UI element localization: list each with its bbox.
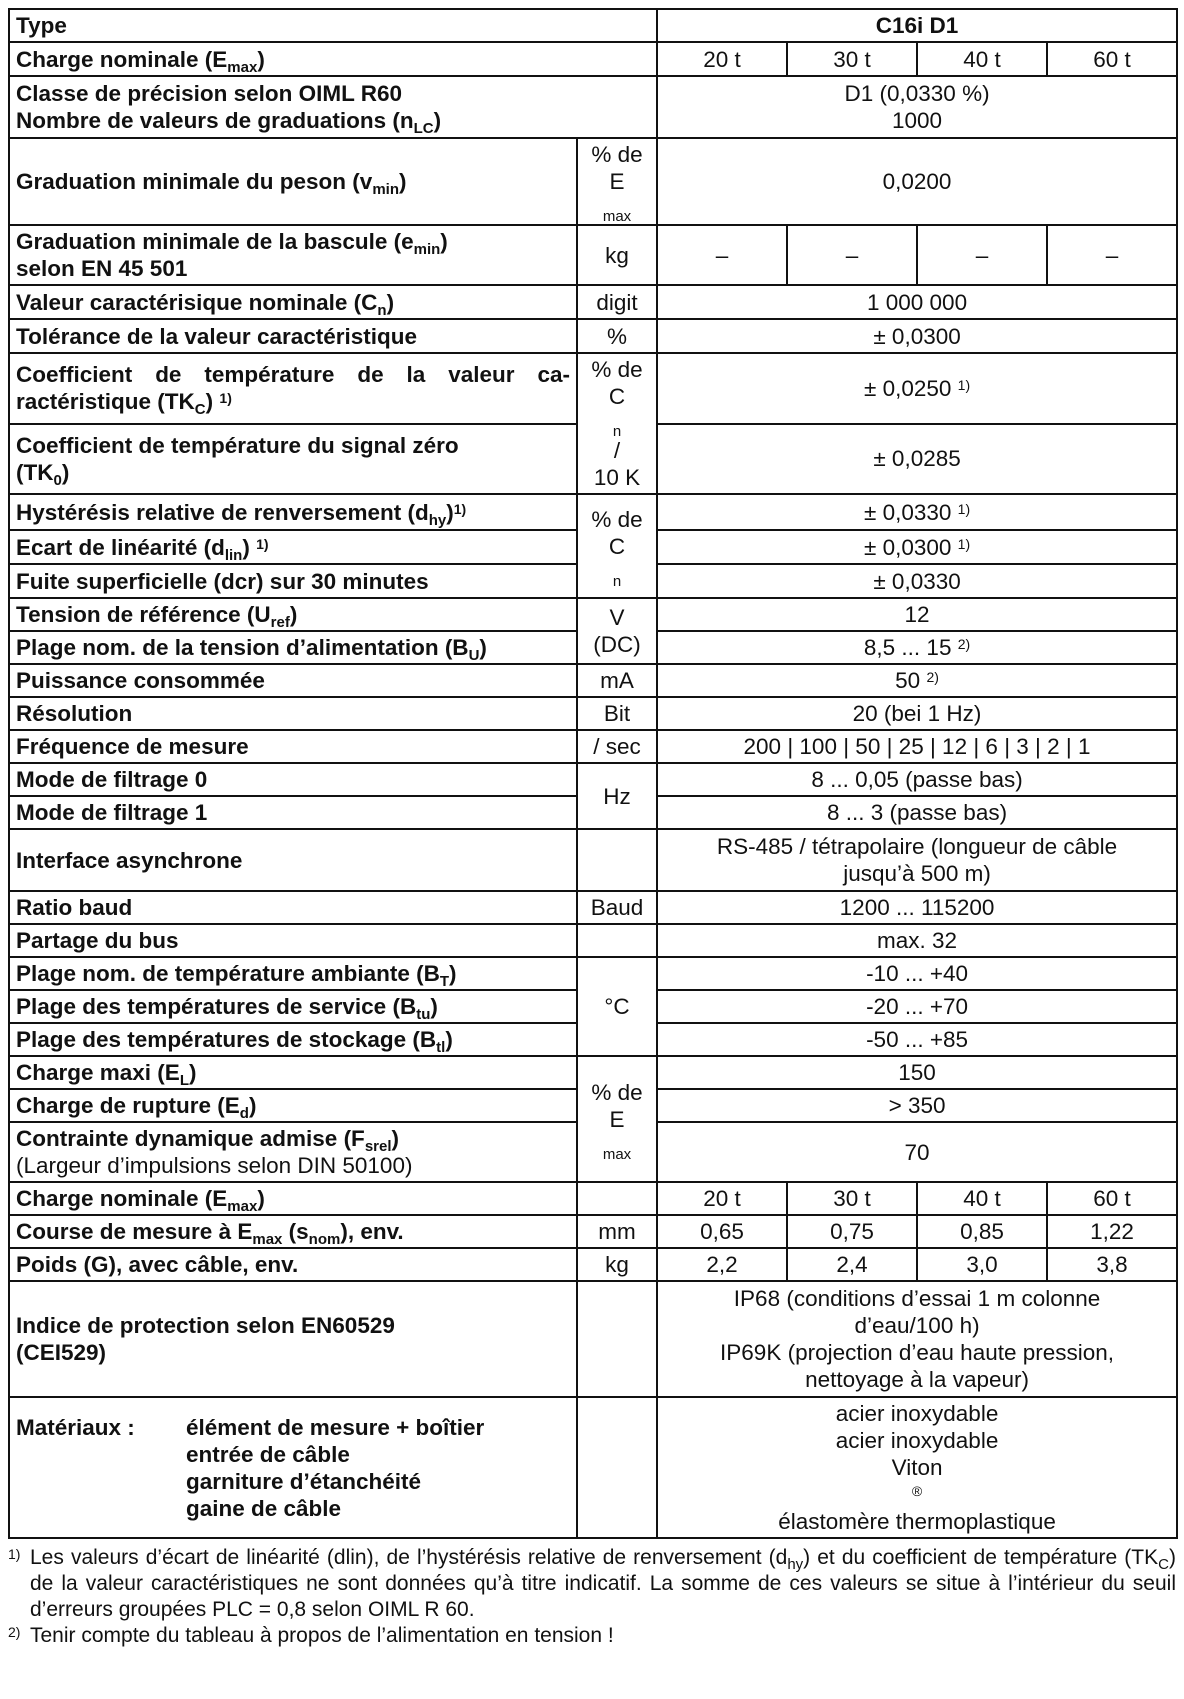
row-protection xyxy=(9,1281,1177,1397)
puissance-value: 50 $^{2)}$ xyxy=(657,664,1177,697)
btl-value: -50 ... +85 xyxy=(657,1023,1177,1056)
btu-label: Plage des températures de service $(B_{tu})$ xyxy=(9,990,577,1023)
row-baud xyxy=(9,891,1177,924)
row-bt xyxy=(9,957,1177,990)
puissance-label: Puissance consommée xyxy=(9,664,577,697)
resolution-label: Résolution xyxy=(9,697,577,730)
type-label: Type xyxy=(9,9,657,42)
baud-label: Ratio baud xyxy=(9,891,577,924)
row-puissance xyxy=(9,664,1177,697)
fsrel-value: 70 xyxy=(657,1122,1177,1182)
cn-value: 1 000 000 xyxy=(657,285,1177,319)
row-tolerance xyxy=(9,319,1177,353)
volt-unit: V (DC) xyxy=(577,598,657,664)
filtre0-value: 8 ... 0,05 (passe bas) xyxy=(657,763,1177,796)
course-40: 0,85 xyxy=(917,1215,1047,1248)
interface-value: RS-485 / tétrapolaire (longueur de câble jusqu’à 500 m) xyxy=(657,829,1177,891)
bu-value: 8,5 ... 15 $^{2)}$ xyxy=(657,631,1177,664)
row-emin xyxy=(9,225,1177,285)
btu-value: -20 ... +70 xyxy=(657,990,1177,1023)
footnote-2-text: Tenir compte du tableau à propos de l’alimentation en tension ! xyxy=(30,1624,614,1647)
footnote-2 xyxy=(8,1623,1176,1649)
degree-unit: °C xyxy=(577,957,657,1056)
vmin-label: Graduation minimale du peson $(v_{min})$ xyxy=(9,138,577,225)
bus-value: max. 32 xyxy=(657,924,1177,957)
filtre1-label: Mode de filtrage 1 xyxy=(9,796,577,829)
ed-label: Charge de rupture $(E_d)$ xyxy=(9,1089,577,1122)
emin-unit: kg xyxy=(577,225,657,285)
spec-sheet xyxy=(8,8,1176,1649)
resolution-unit: Bit xyxy=(577,697,657,730)
materiaux-value: acier inoxydable acier inoxydable Viton ® élastomère thermoplastique xyxy=(657,1397,1177,1538)
charge-nominale-40: 40 t xyxy=(917,42,1047,76)
cn-unit: digit xyxy=(577,285,657,319)
resolution-value: 20 (bei 1 Hz) xyxy=(657,697,1177,730)
poids-30: 2,4 xyxy=(787,1248,917,1281)
row-frequence xyxy=(9,730,1177,763)
protection-value: IP68 (conditions d’essai 1 m colonne d’eau/100 h) IP69K (projection d’eau haute pression, nettoyage à la vapeur) xyxy=(657,1281,1177,1397)
cn-percent-unit: % de C $_n$ xyxy=(577,494,657,598)
row-vmin xyxy=(9,138,1177,225)
course-30: 0,75 xyxy=(787,1215,917,1248)
row-resolution xyxy=(9,697,1177,730)
poids-40: 3,0 xyxy=(917,1248,1047,1281)
protection-unit xyxy=(577,1281,657,1397)
vmin-unit: % de E $_{max}$ xyxy=(577,138,657,225)
fsrel-label: Contrainte dynamique admise $(F_{srel})$ (Largeur d’impulsions selon DIN 50100) xyxy=(9,1122,577,1182)
interface-unit xyxy=(577,829,657,891)
dhy-label: Hystérésis relative de renversement $(d_{hy})^{1)}$ xyxy=(9,494,577,530)
poids-60: 3,8 xyxy=(1047,1248,1177,1281)
uref-label: Tension de référence $(U_{ref})$ xyxy=(9,598,577,631)
charge-nominale-2-label: Charge nominale $(E_{max})$ xyxy=(9,1182,577,1215)
footnote-1 xyxy=(8,1545,1176,1623)
uref-value: 12 xyxy=(657,598,1177,631)
dhy-value: ± 0,0330 $^{1)}$ xyxy=(657,494,1177,530)
el-label: Charge maxi $(E_L)$ xyxy=(9,1056,577,1089)
row-cn xyxy=(9,285,1177,319)
footnotes xyxy=(8,1545,1176,1649)
bus-unit xyxy=(577,924,657,957)
footnote-2-mark: 2) xyxy=(8,1624,21,1640)
row-classe-nombre xyxy=(9,76,1177,138)
row-poids xyxy=(9,1248,1177,1281)
emin-20: – xyxy=(657,225,787,285)
vmin-value: 0,0200 xyxy=(657,138,1177,225)
filtre0-label: Mode de filtrage 0 xyxy=(9,763,577,796)
row-dhy xyxy=(9,494,1177,530)
interface-label: Interface asynchrone xyxy=(9,829,577,891)
emin-40: – xyxy=(917,225,1047,285)
emin-label: Graduation minimale de la bascule $(e_{min})$ selon EN 45 501 xyxy=(9,225,577,285)
charge-nominale-2-unit xyxy=(577,1182,657,1215)
row-tkc xyxy=(9,353,1177,424)
ed-value: > 350 xyxy=(657,1089,1177,1122)
dlin-value: ± 0,0300 $^{1)}$ xyxy=(657,530,1177,564)
charge-nominale-20: 20 t xyxy=(657,42,787,76)
charge-nominale-30: 30 t xyxy=(787,42,917,76)
frequence-value: 200 | 100 | 50 | 25 | 12 | 6 | 3 | 2 | 1 xyxy=(657,730,1177,763)
tkc-tk0-unit: % de C $_n$ / 10 K xyxy=(577,353,657,494)
charge-nominale-2-30: 30 t xyxy=(787,1182,917,1215)
dcr-value: ± 0,0330 xyxy=(657,564,1177,598)
row-el xyxy=(9,1056,1177,1089)
course-unit: mm xyxy=(577,1215,657,1248)
tk0-value: ± 0,0285 xyxy=(657,424,1177,495)
row-charge-nominale-2 xyxy=(9,1182,1177,1215)
emin-30: – xyxy=(787,225,917,285)
hz-unit: Hz xyxy=(577,763,657,829)
classe-nombre-value: D1 (0,0330 %) 1000 xyxy=(657,76,1177,138)
poids-unit: kg xyxy=(577,1248,657,1281)
protection-label: Indice de protection selon EN60529 (CEI529) xyxy=(9,1281,577,1397)
bt-label: Plage nom. de température ambiante $(B_T)$ xyxy=(9,957,577,990)
tk0-label: Coefficient de température du signal zéro $(TK_0)$ xyxy=(9,424,577,495)
puissance-unit: mA xyxy=(577,664,657,697)
row-interface xyxy=(9,829,1177,891)
row-course xyxy=(9,1215,1177,1248)
btl-label: Plage des températures de stockage $(B_{tl})$ xyxy=(9,1023,577,1056)
emin-60: – xyxy=(1047,225,1177,285)
tolerance-value: ± 0,0300 xyxy=(657,319,1177,353)
charge-nominale-label: Charge nominale $(E_{max})$ xyxy=(9,42,657,76)
footnote-1-text: Les valeurs d’écart de linéarité (dlin), de l’hystérésis relative de renversement $(d_{hy})$ et du coefficient de température $(TK_C)$ de la valeur caractéristiques ne sont données qu’à titre indicatif. La somme de ces valeurs se situe à l’intérieur du seuil d’erreurs groupées PLC = 0,8 selon OIML R 60. xyxy=(30,1546,1176,1621)
row-filtre0 xyxy=(9,763,1177,796)
poids-20: 2,2 xyxy=(657,1248,787,1281)
dlin-label: Ecart de linéarité $(d_{lin})$ $^{1)}$ xyxy=(9,530,577,564)
tkc-value: ± 0,0250 $^{1)}$ xyxy=(657,353,1177,424)
poids-label: Poids (G), avec câble, env. xyxy=(9,1248,577,1281)
tolerance-unit: % xyxy=(577,319,657,353)
footnote-1-mark: 1) xyxy=(8,1546,21,1562)
el-value: 150 xyxy=(657,1056,1177,1089)
course-20: 0,65 xyxy=(657,1215,787,1248)
charge-nominale-2-20: 20 t xyxy=(657,1182,787,1215)
emax-percent-unit: % de E $_{max}$ xyxy=(577,1056,657,1182)
frequence-unit: / sec xyxy=(577,730,657,763)
model-name: C16i D1 xyxy=(657,9,1177,42)
charge-nominale-2-40: 40 t xyxy=(917,1182,1047,1215)
spec-table xyxy=(8,8,1178,1539)
cn-label: Valeur caractérisique nominale $(C_n)$ xyxy=(9,285,577,319)
row-type xyxy=(9,9,1177,42)
materiaux-unit xyxy=(577,1397,657,1538)
bus-label: Partage du bus xyxy=(9,924,577,957)
course-60: 1,22 xyxy=(1047,1215,1177,1248)
row-bus xyxy=(9,924,1177,957)
row-uref xyxy=(9,598,1177,631)
row-charge-nominale xyxy=(9,42,1177,76)
course-label: Course de mesure à $E_{max}$ $(s_{nom})$, env. xyxy=(9,1215,577,1248)
baud-unit: Baud xyxy=(577,891,657,924)
filtre1-value: 8 ... 3 (passe bas) xyxy=(657,796,1177,829)
bt-value: -10 ... +40 xyxy=(657,957,1177,990)
baud-value: 1200 ... 115200 xyxy=(657,891,1177,924)
bu-label: Plage nom. de la tension d’alimentation $(B_U)$ xyxy=(9,631,577,664)
tolerance-label: Tolérance de la valeur caractéristique xyxy=(9,319,577,353)
frequence-label: Fréquence de mesure xyxy=(9,730,577,763)
dcr-label: Fuite superficielle (dcr) sur 30 minutes xyxy=(9,564,577,598)
classe-nombre-label: Classe de précision selon OIML R60 Nombre de valeurs de graduations $(n_{LC})$ xyxy=(9,76,657,138)
materiaux-label: Matériaux : élément de mesure + boîtier entrée de câble garniture d’étanchéité gaine de câble xyxy=(9,1397,577,1538)
charge-nominale-2-60: 60 t xyxy=(1047,1182,1177,1215)
charge-nominale-60: 60 t xyxy=(1047,42,1177,76)
row-materiaux xyxy=(9,1397,1177,1538)
tkc-label: Coefficient de température de la valeur ca- ractéristique $(TK_C)$ $^{1)}$ xyxy=(9,353,577,424)
